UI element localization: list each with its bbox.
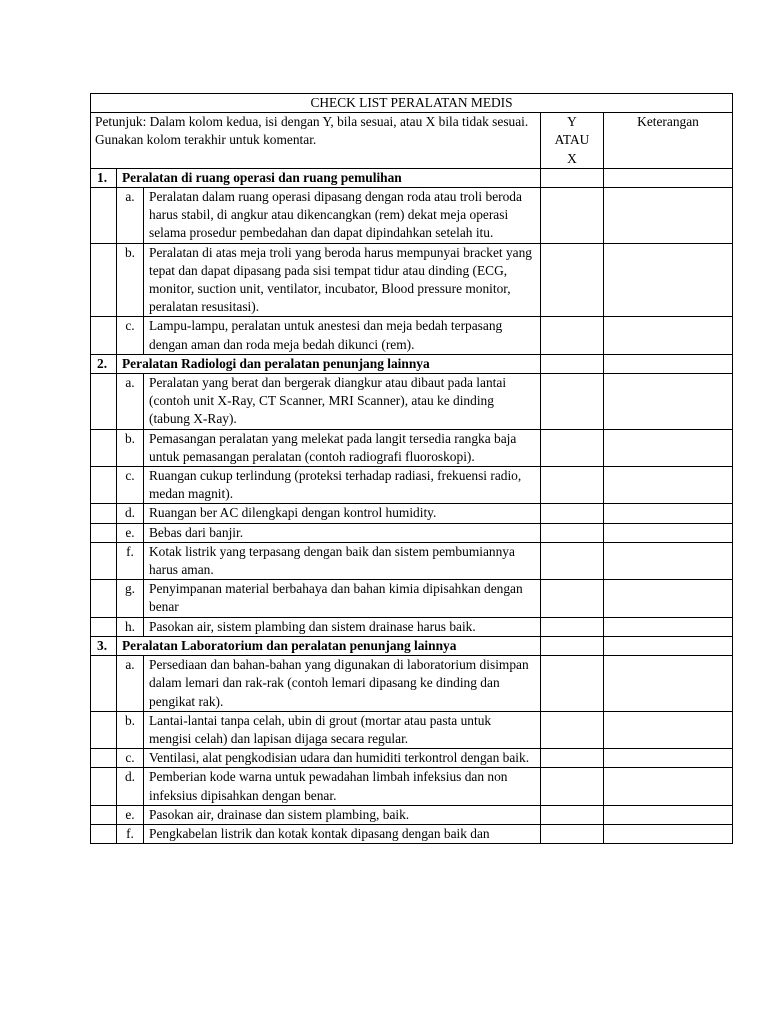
note-cell[interactable] xyxy=(604,504,733,523)
section-number: 1. xyxy=(91,168,117,187)
yx-cell[interactable] xyxy=(541,523,604,542)
note-cell[interactable] xyxy=(604,656,733,712)
checklist-item-row xyxy=(91,542,733,579)
section-number: 2. xyxy=(91,354,117,373)
note-cell[interactable] xyxy=(604,542,733,579)
title-row xyxy=(91,94,733,113)
section-title: Peralatan Radiologi dan peralatan penunjang lainnya xyxy=(117,354,541,373)
note-cell[interactable] xyxy=(604,429,733,466)
item-text: Ruangan cukup terlindung (proteksi terhadap radiasi, frekuensi radio, medan magnit). xyxy=(144,467,541,504)
yx-cell[interactable] xyxy=(541,374,604,430)
item-text: Bebas dari banjir. xyxy=(144,523,541,542)
item-letter: c. xyxy=(117,467,144,504)
yx-cell[interactable] xyxy=(541,805,604,824)
indent-cell xyxy=(91,617,117,636)
checklist-item-row xyxy=(91,188,733,244)
checklist-page xyxy=(90,93,732,844)
section-row xyxy=(91,354,733,373)
checklist-item-row xyxy=(91,580,733,617)
item-letter: a. xyxy=(117,656,144,712)
item-letter: d. xyxy=(117,768,144,805)
note-cell[interactable] xyxy=(604,523,733,542)
note-cell[interactable] xyxy=(604,711,733,748)
checklist-item-row xyxy=(91,467,733,504)
yx-cell[interactable] xyxy=(541,429,604,466)
checklist-item-row xyxy=(91,429,733,466)
checklist-item-row xyxy=(91,617,733,636)
yx-cell[interactable] xyxy=(541,243,604,317)
indent-cell xyxy=(91,467,117,504)
item-letter: g. xyxy=(117,580,144,617)
checklist-item-row xyxy=(91,768,733,805)
indent-cell xyxy=(91,374,117,430)
item-text: Ventilasi, alat pengkodisian udara dan humiditi terkontrol dengan baik. xyxy=(144,749,541,768)
indent-cell xyxy=(91,317,117,354)
item-text: Pasokan air, sistem plambing dan sistem drainase harus baik. xyxy=(144,617,541,636)
indent-cell xyxy=(91,768,117,805)
yx-cell[interactable] xyxy=(541,188,604,244)
checklist-item-row xyxy=(91,711,733,748)
checklist-item-row xyxy=(91,374,733,430)
note-cell[interactable] xyxy=(604,354,733,373)
section-row xyxy=(91,636,733,655)
yx-cell[interactable] xyxy=(541,542,604,579)
note-cell[interactable] xyxy=(604,824,733,843)
indent-cell xyxy=(91,711,117,748)
item-text: Pengkabelan listrik dan kotak kontak dipasang dengan baik dan xyxy=(144,824,541,843)
yx-cell[interactable] xyxy=(541,768,604,805)
item-text: Pasokan air, drainase dan sistem plambing, baik. xyxy=(144,805,541,824)
item-letter: f. xyxy=(117,542,144,579)
item-letter: a. xyxy=(117,374,144,430)
header-row xyxy=(91,113,733,169)
note-cell[interactable] xyxy=(604,768,733,805)
yx-cell[interactable] xyxy=(541,656,604,712)
checklist-item-row xyxy=(91,656,733,712)
item-text: Ruangan ber AC dilengkapi dengan kontrol humidity. xyxy=(144,504,541,523)
item-text: Pemasangan peralatan yang melekat pada langit tersedia rangka baja untuk pemasangan peralatan (contoh radiografi fluoroskopi). xyxy=(144,429,541,466)
indent-cell xyxy=(91,542,117,579)
indent-cell xyxy=(91,523,117,542)
yx-column-header: Y ATAU X xyxy=(541,113,604,169)
item-text: Persediaan dan bahan-bahan yang digunakan di laboratorium disimpan dalam lemari dan rak-rak (contoh lemari dipasang ke dinding dan pengikat rak). xyxy=(144,656,541,712)
note-cell[interactable] xyxy=(604,617,733,636)
item-letter: c. xyxy=(117,749,144,768)
item-text: Lampu-lampu, peralatan untuk anestesi dan meja bedah terpasang dengan aman dan roda meja bedah dikunci (rem). xyxy=(144,317,541,354)
item-letter: h. xyxy=(117,617,144,636)
note-cell[interactable] xyxy=(604,805,733,824)
item-text: Peralatan di atas meja troli yang beroda harus mempunyai bracket yang tepat dan dapat dipasang pada sisi tempat tidur atau dinding (ECG, monitor, suction unit, ventilator, incubator, Blood pressure monitor, peralatan resusitasi). xyxy=(144,243,541,317)
item-letter: f. xyxy=(117,824,144,843)
yx-cell[interactable] xyxy=(541,824,604,843)
indent-cell xyxy=(91,243,117,317)
checklist-table xyxy=(90,93,733,844)
note-column-header: Keterangan xyxy=(604,113,733,169)
yx-cell[interactable] xyxy=(541,354,604,373)
section-title: Peralatan di ruang operasi dan ruang pemulihan xyxy=(117,168,541,187)
checklist-title: CHECK LIST PERALATAN MEDIS xyxy=(91,94,733,113)
item-letter: d. xyxy=(117,504,144,523)
item-text: Pemberian kode warna untuk pewadahan limbah infeksius dan non infeksius dipisahkan dengan benar. xyxy=(144,768,541,805)
note-cell[interactable] xyxy=(604,636,733,655)
indent-cell xyxy=(91,656,117,712)
indent-cell xyxy=(91,805,117,824)
note-cell[interactable] xyxy=(604,317,733,354)
checklist-item-row xyxy=(91,523,733,542)
note-cell[interactable] xyxy=(604,243,733,317)
note-cell[interactable] xyxy=(604,188,733,244)
item-text: Peralatan dalam ruang operasi dipasang dengan roda atau troli beroda harus stabil, di angkur atau dikencangkan (rem) dekat meja operasi selama prosedur pembedahan dan dapat dipindahkan setelah itu. xyxy=(144,188,541,244)
indent-cell xyxy=(91,188,117,244)
section-row xyxy=(91,168,733,187)
note-cell[interactable] xyxy=(604,467,733,504)
item-letter: e. xyxy=(117,523,144,542)
checklist-item-row xyxy=(91,317,733,354)
item-letter: a. xyxy=(117,188,144,244)
checklist-item-row xyxy=(91,504,733,523)
note-cell[interactable] xyxy=(604,374,733,430)
indent-cell xyxy=(91,580,117,617)
yx-cell[interactable] xyxy=(541,504,604,523)
note-cell[interactable] xyxy=(604,168,733,187)
yx-cell[interactable] xyxy=(541,580,604,617)
yx-cell[interactable] xyxy=(541,749,604,768)
yx-cell[interactable] xyxy=(541,636,604,655)
indent-cell xyxy=(91,824,117,843)
indent-cell xyxy=(91,504,117,523)
section-title: Peralatan Laboratorium dan peralatan penunjang lainnya xyxy=(117,636,541,655)
item-text: Kotak listrik yang terpasang dengan baik dan sistem pembumiannya harus aman. xyxy=(144,542,541,579)
checklist-item-row xyxy=(91,243,733,317)
item-letter: b. xyxy=(117,711,144,748)
section-number: 3. xyxy=(91,636,117,655)
note-cell[interactable] xyxy=(604,749,733,768)
indent-cell xyxy=(91,429,117,466)
yx-cell[interactable] xyxy=(541,711,604,748)
checklist-item-row xyxy=(91,824,733,843)
yx-cell[interactable] xyxy=(541,617,604,636)
item-text: Penyimpanan material berbahaya dan bahan kimia dipisahkan dengan benar xyxy=(144,580,541,617)
checklist-item-row xyxy=(91,749,733,768)
item-text: Lantai-lantai tanpa celah, ubin di grout (mortar atau pasta untuk mengisi celah) dan lapisan dijaga secara regular. xyxy=(144,711,541,748)
checklist-item-row xyxy=(91,805,733,824)
yx-cell[interactable] xyxy=(541,467,604,504)
indent-cell xyxy=(91,749,117,768)
yx-cell[interactable] xyxy=(541,168,604,187)
item-letter: b. xyxy=(117,429,144,466)
item-letter: e. xyxy=(117,805,144,824)
yx-cell[interactable] xyxy=(541,317,604,354)
item-letter: b. xyxy=(117,243,144,317)
note-cell[interactable] xyxy=(604,580,733,617)
instruction-text: Petunjuk: Dalam kolom kedua, isi dengan Y, bila sesuai, atau X bila tidak sesuai. Gunakan kolom terakhir untuk komentar. xyxy=(91,113,541,169)
item-text: Peralatan yang berat dan bergerak diangkur atau dibaut pada lantai (contoh unit X-Ray, CT Scanner, MRI Scanner), atau ke dinding (tabung X-Ray). xyxy=(144,374,541,430)
item-letter: c. xyxy=(117,317,144,354)
